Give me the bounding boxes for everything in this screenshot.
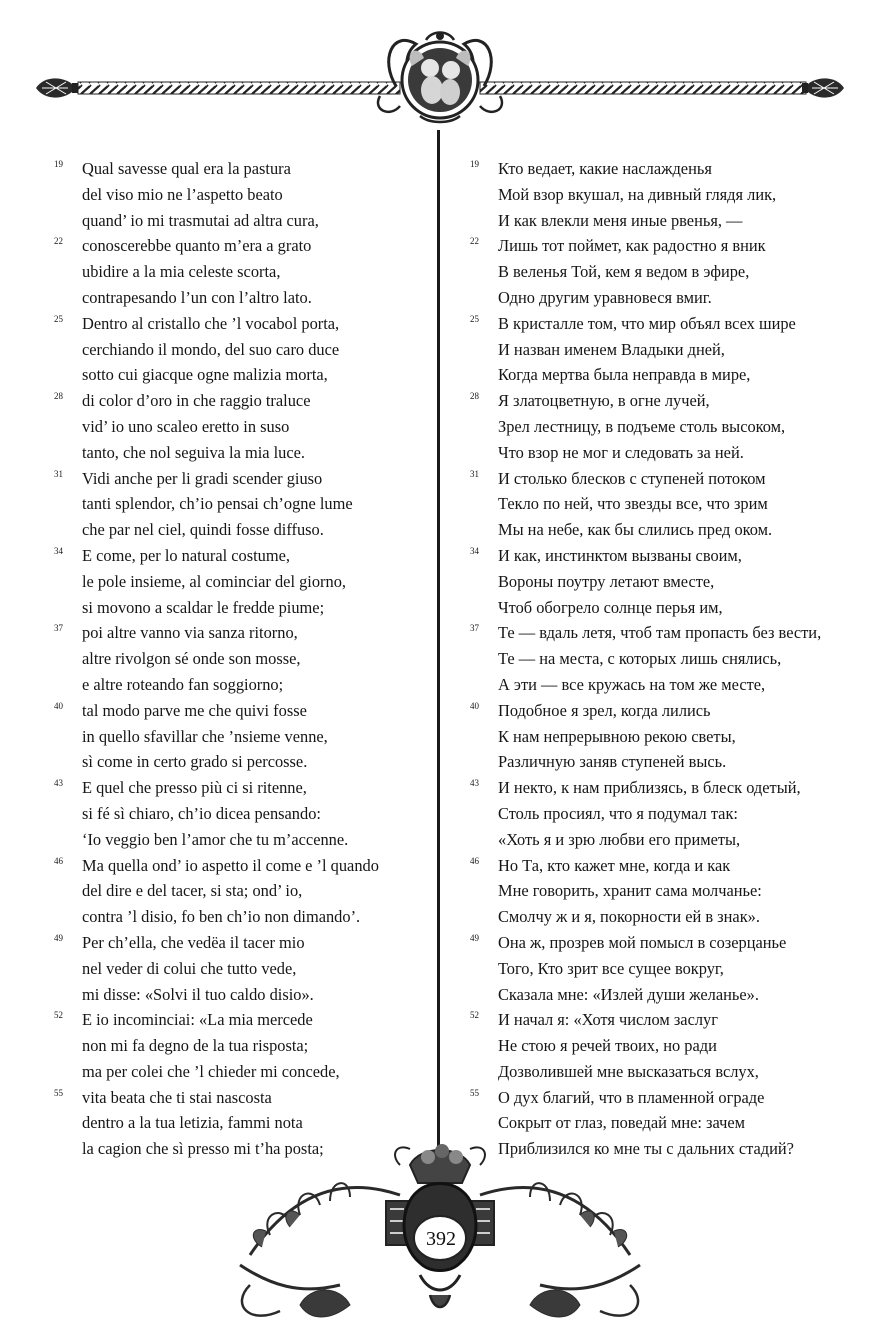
tercet-ru-49: [470, 930, 860, 1007]
verse-line: Сказала мне: «Излей души желанье».: [498, 984, 759, 1004]
verse-line: non mi fa degno de la tua risposta;: [82, 1036, 309, 1056]
verse-number: 46: [470, 855, 479, 866]
russian-text-column: [470, 156, 860, 1162]
verse-line: tanti splendor, ch’io pensai ch’ogne lume: [82, 494, 353, 514]
verse-line: contra ’l disio, fo ben ch’io non dimando’.: [82, 907, 361, 927]
verse-line: Текло по ней, что звезды все, что зрим: [498, 494, 768, 514]
verse-number: 22: [54, 236, 63, 247]
verse-line: Дозволившей мне высказаться вслух,: [498, 1061, 759, 1081]
verse-line: Мне говорить, хранит сама молчанье:: [498, 881, 762, 901]
tercet-it-25: [54, 311, 424, 388]
verse-number: 55: [54, 1087, 63, 1098]
verse-number: 28: [470, 391, 479, 402]
verse-line: in quello sfavillar che ’nsieme venne,: [82, 726, 328, 746]
foliage-right-icon: [480, 1183, 640, 1317]
tercet-it-19: [54, 156, 424, 233]
verse-line: ubidire a la mia celeste scorta,: [82, 262, 281, 282]
verse-line: И начал я: «Хотя числом заслуг: [498, 1010, 718, 1030]
tercet-it-34: [54, 543, 424, 620]
verse-line: mi disse: «Solvi il tuo caldo disio».: [82, 984, 314, 1004]
verse-line: Когда мертва была неправда в мире,: [498, 365, 751, 385]
tercet-ru-34: [470, 543, 860, 620]
verse-number: 52: [470, 1010, 479, 1021]
verse-number: 31: [470, 468, 479, 479]
tercet-it-52: [54, 1007, 424, 1084]
verse-line: Подобное я зрел, когда лились: [498, 700, 711, 720]
verse-line: Вороны поутру летают вместе,: [498, 571, 715, 591]
header-ornament: [0, 0, 880, 150]
verse-line: Сокрыт от глаз, поведай мне: зачем: [498, 1113, 746, 1133]
verse-line: ‘Io veggio ben l’amor che tu m’accenne.: [82, 829, 349, 849]
verse-number: 22: [470, 236, 479, 247]
verse-number: 46: [54, 855, 63, 866]
verse-line: poi altre vanno via sanza ritorno,: [82, 623, 298, 643]
verse-line: А эти — все кружась на том же месте,: [498, 674, 766, 694]
verse-line: Dentro al cristallo che ’l vocabol porta,: [82, 313, 340, 333]
center-divider-rule: [437, 130, 440, 1165]
verse-line: Не стою я речей твоих, но ради: [498, 1036, 717, 1056]
tercet-ru-19: [470, 156, 860, 233]
verse-number: 19: [54, 159, 63, 169]
page-number: 392: [426, 1228, 456, 1250]
verse-line: di color d’oro in che raggio traluce: [82, 391, 311, 411]
verse-line: altre rivolgon sé onde son mosse,: [82, 649, 301, 669]
verse-line: Кто ведает, какие наслажденья: [498, 159, 712, 178]
verse-line: E io incominciai: «La mia mercede: [82, 1010, 313, 1030]
verse-line: И столько блесков с ступеней потоком: [498, 468, 766, 488]
verse-line: И назван именем Владыки дней,: [498, 339, 725, 359]
verse-line: Приблизился ко мне ты с дальних стадий?: [498, 1139, 794, 1159]
verse-line: E quel che presso più ci si ritenne,: [82, 778, 307, 798]
verse-number: 49: [54, 932, 63, 943]
verse-line: Я златоцветную, в огне лучей,: [498, 391, 710, 411]
tercet-it-28: [54, 388, 424, 465]
verse-line: Qual savesse qual era la pastura: [82, 159, 291, 178]
verse-line: Одно другим уравновеся вмиг.: [498, 287, 712, 307]
verse-number: 55: [470, 1087, 479, 1098]
rope-rule-right: [480, 82, 806, 94]
verse-number: 19: [470, 159, 479, 169]
verse-line: Того, Кто зрит все сущее вокруг,: [498, 958, 724, 978]
tercet-ru-40: [470, 698, 860, 775]
rope-rule-left: [78, 82, 400, 94]
verse-number: 31: [54, 468, 63, 479]
verse-line: Но Та, кто кажет мне, когда и как: [498, 855, 731, 875]
verse-line: conoscerebbe quanto m’era a grato: [82, 236, 312, 256]
verse-line: Vidi anche per li gradi scender giuso: [82, 468, 323, 488]
verse-number: 37: [54, 623, 63, 634]
verse-line: «Хоть я и зрю любви его приметы,: [498, 829, 741, 849]
verse-line: la cagion che sì presso mi t’ha posta;: [82, 1139, 324, 1159]
cherub-medallion-icon: [378, 32, 502, 122]
verse-number: 25: [54, 313, 63, 324]
verse-line: del viso mio ne l’aspetto beato: [82, 184, 283, 204]
verse-line: nel veder di colui che tutto vede,: [82, 958, 297, 978]
verse-number: 43: [54, 778, 63, 789]
verse-line: В кристалле том, что мир объял всех шире: [498, 313, 796, 333]
tercet-ru-43: [470, 775, 860, 852]
verse-line: E come, per lo natural costume,: [82, 545, 290, 565]
verse-line: e altre roteando fan soggiorno;: [82, 674, 284, 694]
verse-number: 40: [470, 700, 479, 711]
verse-line: si movono a scaldar le fredde piume;: [82, 597, 325, 617]
verse-line: Лишь тот поймет, как радостно я вник: [498, 236, 766, 256]
tercet-it-43: [54, 775, 424, 852]
verse-line: В веленья Той, кем я ведом в эфире,: [498, 262, 750, 282]
verse-line: si fé sì chiaro, ch’io dicea pensando:: [82, 803, 321, 823]
tercet-it-37: [54, 620, 424, 697]
verse-line: sotto cui giacque ogne malizia morta,: [82, 365, 328, 385]
verse-line: cerchiando il mondo, del suo caro duce: [82, 339, 340, 359]
verse-line: Чтоб обогрело солнце перья им,: [498, 597, 723, 617]
tercet-it-49: [54, 930, 424, 1007]
verse-line: Те — вдаль летя, чтоб там пропасть без вести,: [498, 623, 822, 643]
verse-line: И как влекли меня иные рвенья, —: [498, 210, 743, 230]
verse-line: contrapesando l’un con l’altro lato.: [82, 287, 312, 307]
tercet-ru-37: [470, 620, 860, 697]
verse-number: 28: [54, 391, 63, 402]
verse-number: 34: [470, 545, 479, 556]
verse-line: Столь просиял, что я подумал так:: [498, 803, 738, 823]
verse-line: Мы на небе, как бы слились пред оком.: [498, 520, 773, 540]
verse-number: 34: [54, 545, 63, 556]
verse-line: vid’ io uno scaleo eretto in suso: [82, 416, 290, 436]
verse-line: Мой взор вкушал, на дивный глядя лик,: [498, 184, 777, 204]
tercet-ru-31: [470, 466, 860, 543]
verse-line: che par nel ciel, quindi fosse diffuso.: [82, 520, 324, 540]
verse-line: И некто, к нам приблизясь, в блеск одетый,: [498, 778, 801, 798]
right-finial-icon: [802, 78, 844, 97]
verse-line: dentro a la tua letizia, fammi nota: [82, 1113, 303, 1133]
verse-line: le pole insieme, al cominciar del giorno,: [82, 571, 346, 591]
verse-line: ma per colei che ’l chieder mi concede,: [82, 1061, 340, 1081]
verse-line: tal modo parve me che quivi fosse: [82, 700, 307, 720]
verse-number: 43: [470, 778, 479, 789]
verse-line: И как, инстинктом вызваны своим,: [498, 545, 742, 565]
verse-line: tanto, che nol seguiva la mia luce.: [82, 442, 306, 462]
tercet-ru-22: [470, 233, 860, 310]
verse-line: Смолчу ж и я, покорности ей в знак».: [498, 907, 760, 927]
tercet-ru-46: [470, 853, 860, 930]
tercet-it-31: [54, 466, 424, 543]
tercet-it-46: [54, 853, 424, 930]
verse-line: vita beata che ti stai nascosta: [82, 1087, 272, 1107]
verse-line: sì come in certo grado si percosse.: [82, 752, 308, 772]
verse-line: Per ch’ella, che vedëa il tacer mio: [82, 932, 305, 952]
verse-line: quand’ io mi trasmutai ad altra cura,: [82, 210, 319, 230]
left-finial-icon: [36, 78, 78, 97]
foliage-left-icon: [240, 1183, 400, 1317]
italian-text-column: [54, 156, 424, 1162]
verse-line: Различную заняв ступеней высь.: [498, 752, 727, 772]
verse-number: 25: [470, 313, 479, 324]
verse-line: К нам непрерывною рекою светы,: [498, 726, 736, 746]
verse-line: Она ж, прозрев мой помысл в созерцанье: [498, 932, 787, 952]
verse-line: Зрел лестницу, в подъеме столь высоком,: [498, 416, 786, 436]
verse-line: Те — на места, с которых лишь снялись,: [498, 649, 782, 669]
verse-number: 49: [470, 932, 479, 943]
tercet-ru-25: [470, 311, 860, 388]
verse-number: 52: [54, 1010, 63, 1021]
verse-line: Ma quella ond’ io aspetto il come e ’l quando: [82, 855, 379, 875]
tercet-ru-28: [470, 388, 860, 465]
verse-number: 40: [54, 700, 63, 711]
verse-line: О дух благий, что в пламенной ограде: [498, 1087, 765, 1107]
flower-basket-icon: [395, 1144, 485, 1183]
verse-line: Что взор не мог и следовать за ней.: [498, 442, 744, 462]
tercet-ru-52: [470, 1007, 860, 1084]
verse-number: 37: [470, 623, 479, 634]
tercet-it-22: [54, 233, 424, 310]
tercet-it-40: [54, 698, 424, 775]
verse-line: del dire e del tacer, si sta; ond’ io,: [82, 881, 303, 901]
